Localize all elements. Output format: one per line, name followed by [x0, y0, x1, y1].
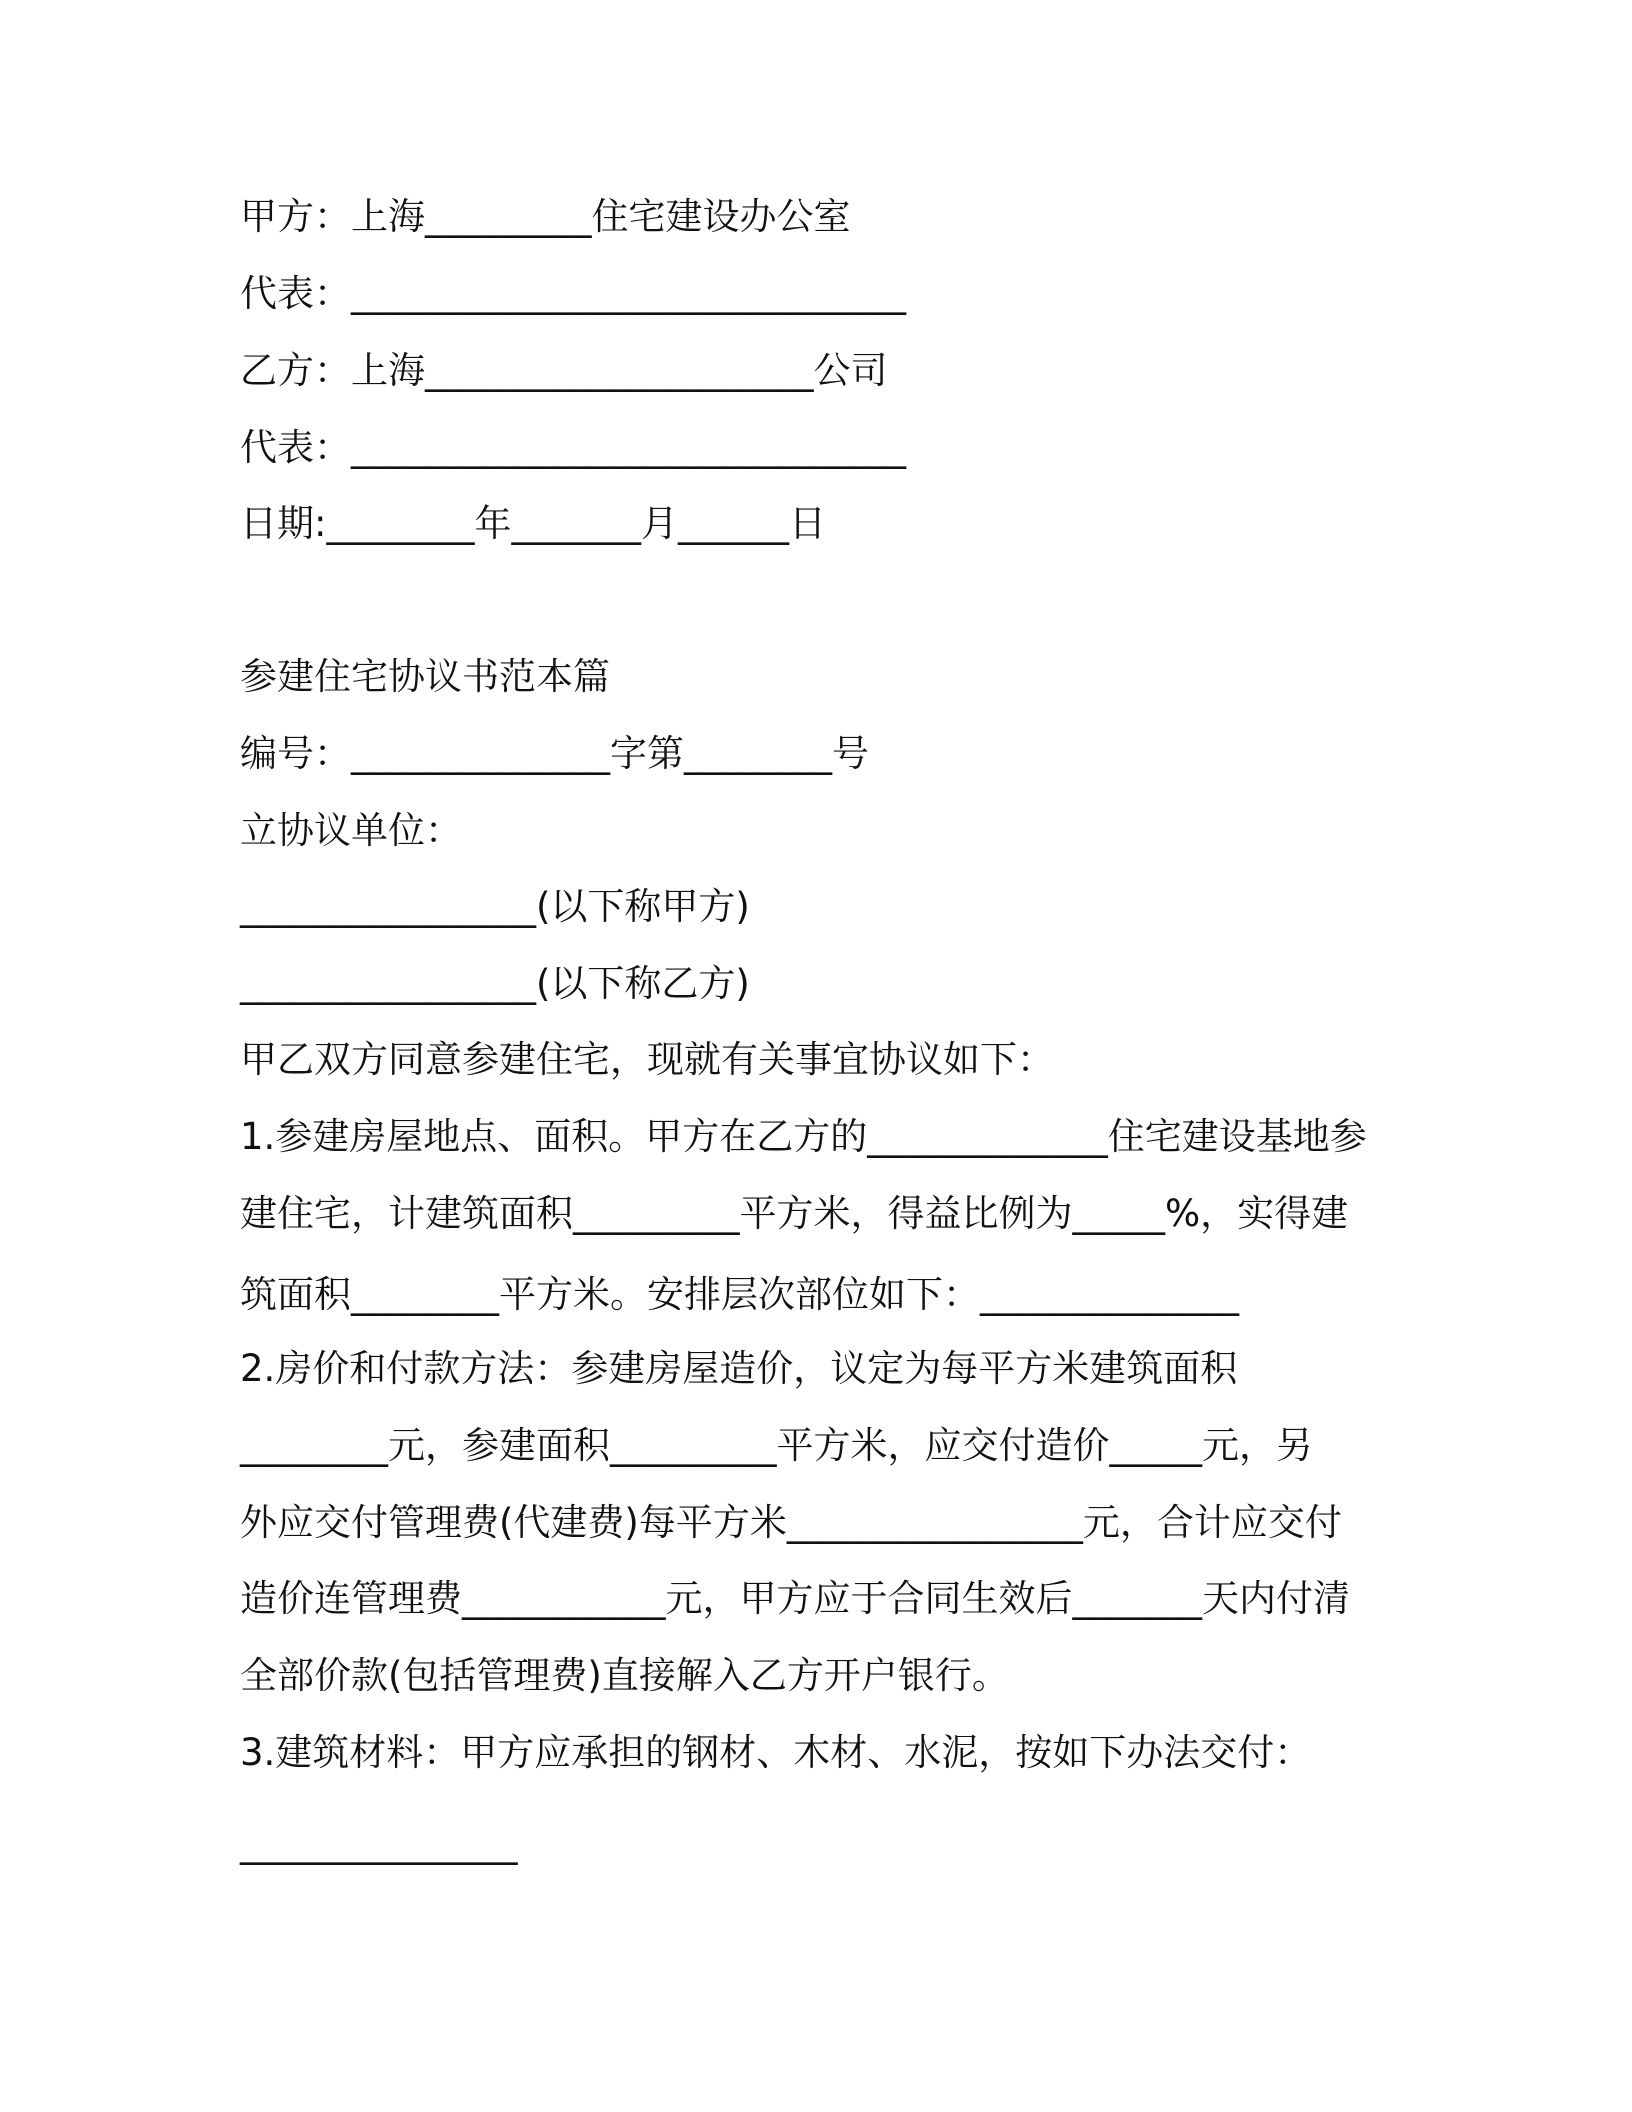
party-a-representative: 代表：______________________________	[240, 272, 906, 315]
clause-2-line-5: 全部价款(包括管理费)直接解入乙方开户银行。	[240, 1654, 1009, 1697]
section-title: 参建住宅协议书范本篇	[240, 655, 610, 698]
clause-3-blank: _______________	[240, 1822, 518, 1865]
number-line: 编号：______________字第________号	[240, 732, 869, 775]
party-a-blank: ________________(以下称甲方)	[240, 885, 750, 928]
clause-1-line-3: 筑面积________平方米。安排层次部位如下：______________	[240, 1273, 1239, 1316]
clause-2-line-3: 外应交付管理费(代建费)每平方米________________元，合计应交付	[240, 1501, 1342, 1544]
party-b-blank: ________________(以下称乙方)	[240, 962, 750, 1005]
party-a-line: 甲方：上海_________住宅建设办公室	[240, 195, 851, 238]
date-line: 日期:________年_______月______日	[240, 502, 826, 545]
intro-paragraph: 甲乙双方同意参建住宅，现就有关事宜协议如下：	[240, 1038, 1054, 1081]
clause-1-line-1: 1.参建房屋地点、面积。甲方在乙方的_____________住宅建设基地参	[240, 1115, 1367, 1158]
party-b-representative: 代表：______________________________	[240, 426, 906, 469]
clause-2-line-4: 造价连管理费___________元，甲方应于合同生效后_______天内付清	[240, 1577, 1350, 1620]
clause-3-line-1: 3.建筑材料：甲方应承担的钢材、木材、水泥，按如下办法交付：	[240, 1731, 1312, 1774]
clause-2-line-2: ________元，参建面积_________平方米，应交付造价_____元，另	[240, 1424, 1313, 1467]
party-b-line: 乙方：上海_____________________公司	[240, 349, 888, 392]
clause-2-line-1: 2.房价和付款方法：参建房屋造价，议定为每平方米建筑面积	[240, 1347, 1238, 1390]
clause-1-line-2: 建住宅，计建筑面积_________平方米，得益比例为_____%，实得建	[240, 1192, 1349, 1235]
parties-heading: 立协议单位：	[240, 809, 462, 852]
